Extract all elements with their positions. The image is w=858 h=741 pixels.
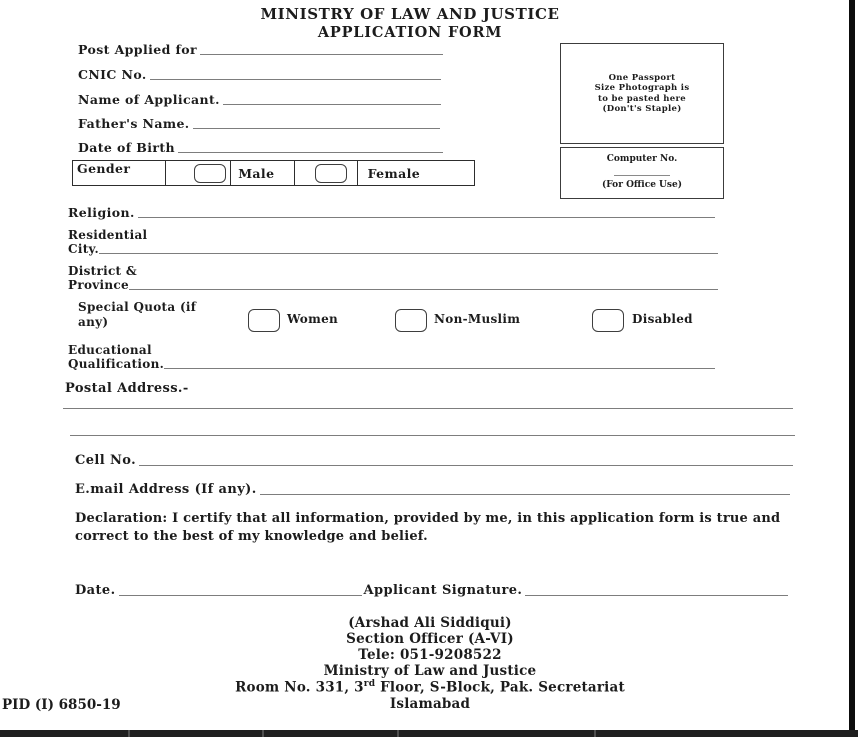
scan-bottom-bar — [0, 730, 858, 737]
footer-designation: Section Officer (A-VI) — [346, 631, 514, 647]
province-label: Province — [68, 278, 129, 292]
footer-address: Room No. 331, 3rd Floor, S-Block, Pak. Secretariat — [235, 679, 625, 696]
footer-signatory-name: (Arshad Ali Siddiqui) — [348, 615, 512, 631]
non-muslim-checkbox[interactable] — [395, 309, 427, 332]
cell-no-input-line[interactable] — [139, 465, 793, 466]
declaration-text: Declaration: I certify that all information, provided by me, in this application form is true and correct to the best of my knowledge and belief. — [75, 511, 781, 544]
footer-telephone: Tele: 051-9208522 — [358, 647, 502, 663]
email-input-line[interactable] — [260, 494, 790, 495]
photo-box-line-4: (Don't's Staple) — [602, 104, 682, 114]
field-applicant-name — [78, 92, 441, 107]
residential-city-input-line[interactable] — [99, 253, 718, 254]
field-district-province — [68, 278, 718, 292]
post-applied-label: Post Applied for — [78, 42, 197, 57]
scan-bar-notch — [262, 730, 264, 737]
computer-no-box — [560, 147, 724, 199]
female-label: Female — [367, 165, 421, 181]
applicant-name-label: Name of Applicant. — [78, 92, 220, 107]
female-label-cell — [358, 161, 474, 185]
computer-no-label: Computer No. — [606, 154, 678, 164]
field-cnic — [78, 67, 441, 82]
field-email — [75, 482, 790, 497]
female-checkbox-cell — [295, 161, 358, 185]
religion-input-line[interactable] — [138, 217, 715, 218]
photo-box-line-1: One Passport — [608, 72, 676, 83]
email-label: E.mail Address (If any). — [75, 482, 257, 497]
male-label: Male — [238, 165, 275, 181]
district-province-input-line[interactable] — [129, 289, 718, 290]
special-quota-label: Special Quota (if any) — [78, 300, 197, 329]
disabled-checkbox[interactable] — [592, 309, 624, 332]
father-name-label: Father's Name. — [78, 116, 190, 131]
scan-bar-notch — [594, 730, 596, 737]
footer-city: Islamabad — [389, 696, 471, 712]
father-name-input-line[interactable] — [193, 128, 440, 129]
dob-label: Date of Birth — [78, 140, 176, 155]
signature-input-line[interactable] — [525, 595, 788, 596]
gender-label: Gender — [77, 161, 131, 176]
gender-label-cell — [73, 161, 166, 185]
date-label: Date. — [75, 583, 116, 598]
male-checkbox[interactable] — [194, 164, 226, 183]
disabled-label: Disabled — [632, 312, 693, 326]
footer-ministry: Ministry of Law and Justice — [323, 663, 537, 679]
form-title: MINISTRY OF LAW AND JUSTICE — [260, 5, 560, 23]
religion-label: Religion. — [68, 205, 135, 220]
cell-no-label: Cell No. — [75, 453, 137, 468]
date-input-line[interactable] — [119, 595, 362, 596]
scan-right-border — [849, 0, 855, 731]
date-signature-row — [75, 583, 788, 598]
cnic-label: CNIC No. — [78, 67, 147, 82]
postal-address-label: Postal Address.- — [65, 381, 189, 396]
scan-bar-notch — [397, 730, 399, 737]
city-label: City. — [68, 242, 99, 256]
field-educational-qualification — [68, 357, 715, 371]
field-residential-city — [68, 242, 718, 256]
residential-label: Residential — [68, 228, 148, 242]
form-subtitle: APPLICATION FORM — [317, 24, 503, 41]
cnic-input-line[interactable] — [150, 79, 441, 80]
women-checkbox[interactable] — [248, 309, 280, 332]
office-use-note: (For Office Use) — [602, 180, 682, 190]
female-checkbox[interactable] — [315, 164, 347, 183]
dob-input-line[interactable] — [178, 152, 443, 153]
computer-no-input-line[interactable] — [614, 169, 670, 176]
scan-bar-notch — [128, 730, 130, 737]
signature-label: Applicant Signature. — [363, 583, 523, 598]
gender-table — [72, 160, 475, 186]
field-cell-no — [75, 453, 793, 468]
district-label: District & — [68, 264, 138, 278]
pid-number: PID (I) 6850-19 — [2, 697, 121, 713]
postal-address-line-2[interactable] — [70, 435, 795, 436]
footer-address-ordinal: rd — [363, 679, 376, 689]
postal-address-line-1[interactable] — [63, 408, 793, 409]
post-applied-input-line[interactable] — [200, 54, 443, 55]
photo-box-line-3: to be pasted here — [598, 93, 686, 104]
women-label: Women — [287, 312, 339, 326]
field-post-applied — [78, 42, 443, 57]
field-religion — [68, 205, 715, 220]
qualification-label: Qualification. — [68, 357, 165, 371]
photo-box-line-2: Size Photograph is — [594, 83, 690, 93]
male-label-cell — [231, 161, 295, 185]
educational-qualification-input-line[interactable] — [164, 368, 715, 369]
field-date-of-birth — [78, 140, 443, 155]
field-father-name — [78, 116, 440, 131]
passport-photo-box — [560, 43, 724, 144]
male-checkbox-cell — [166, 161, 232, 185]
applicant-name-input-line[interactable] — [223, 104, 441, 105]
non-muslim-label: Non-Muslim — [434, 312, 521, 326]
educational-label: Educational — [68, 343, 152, 357]
